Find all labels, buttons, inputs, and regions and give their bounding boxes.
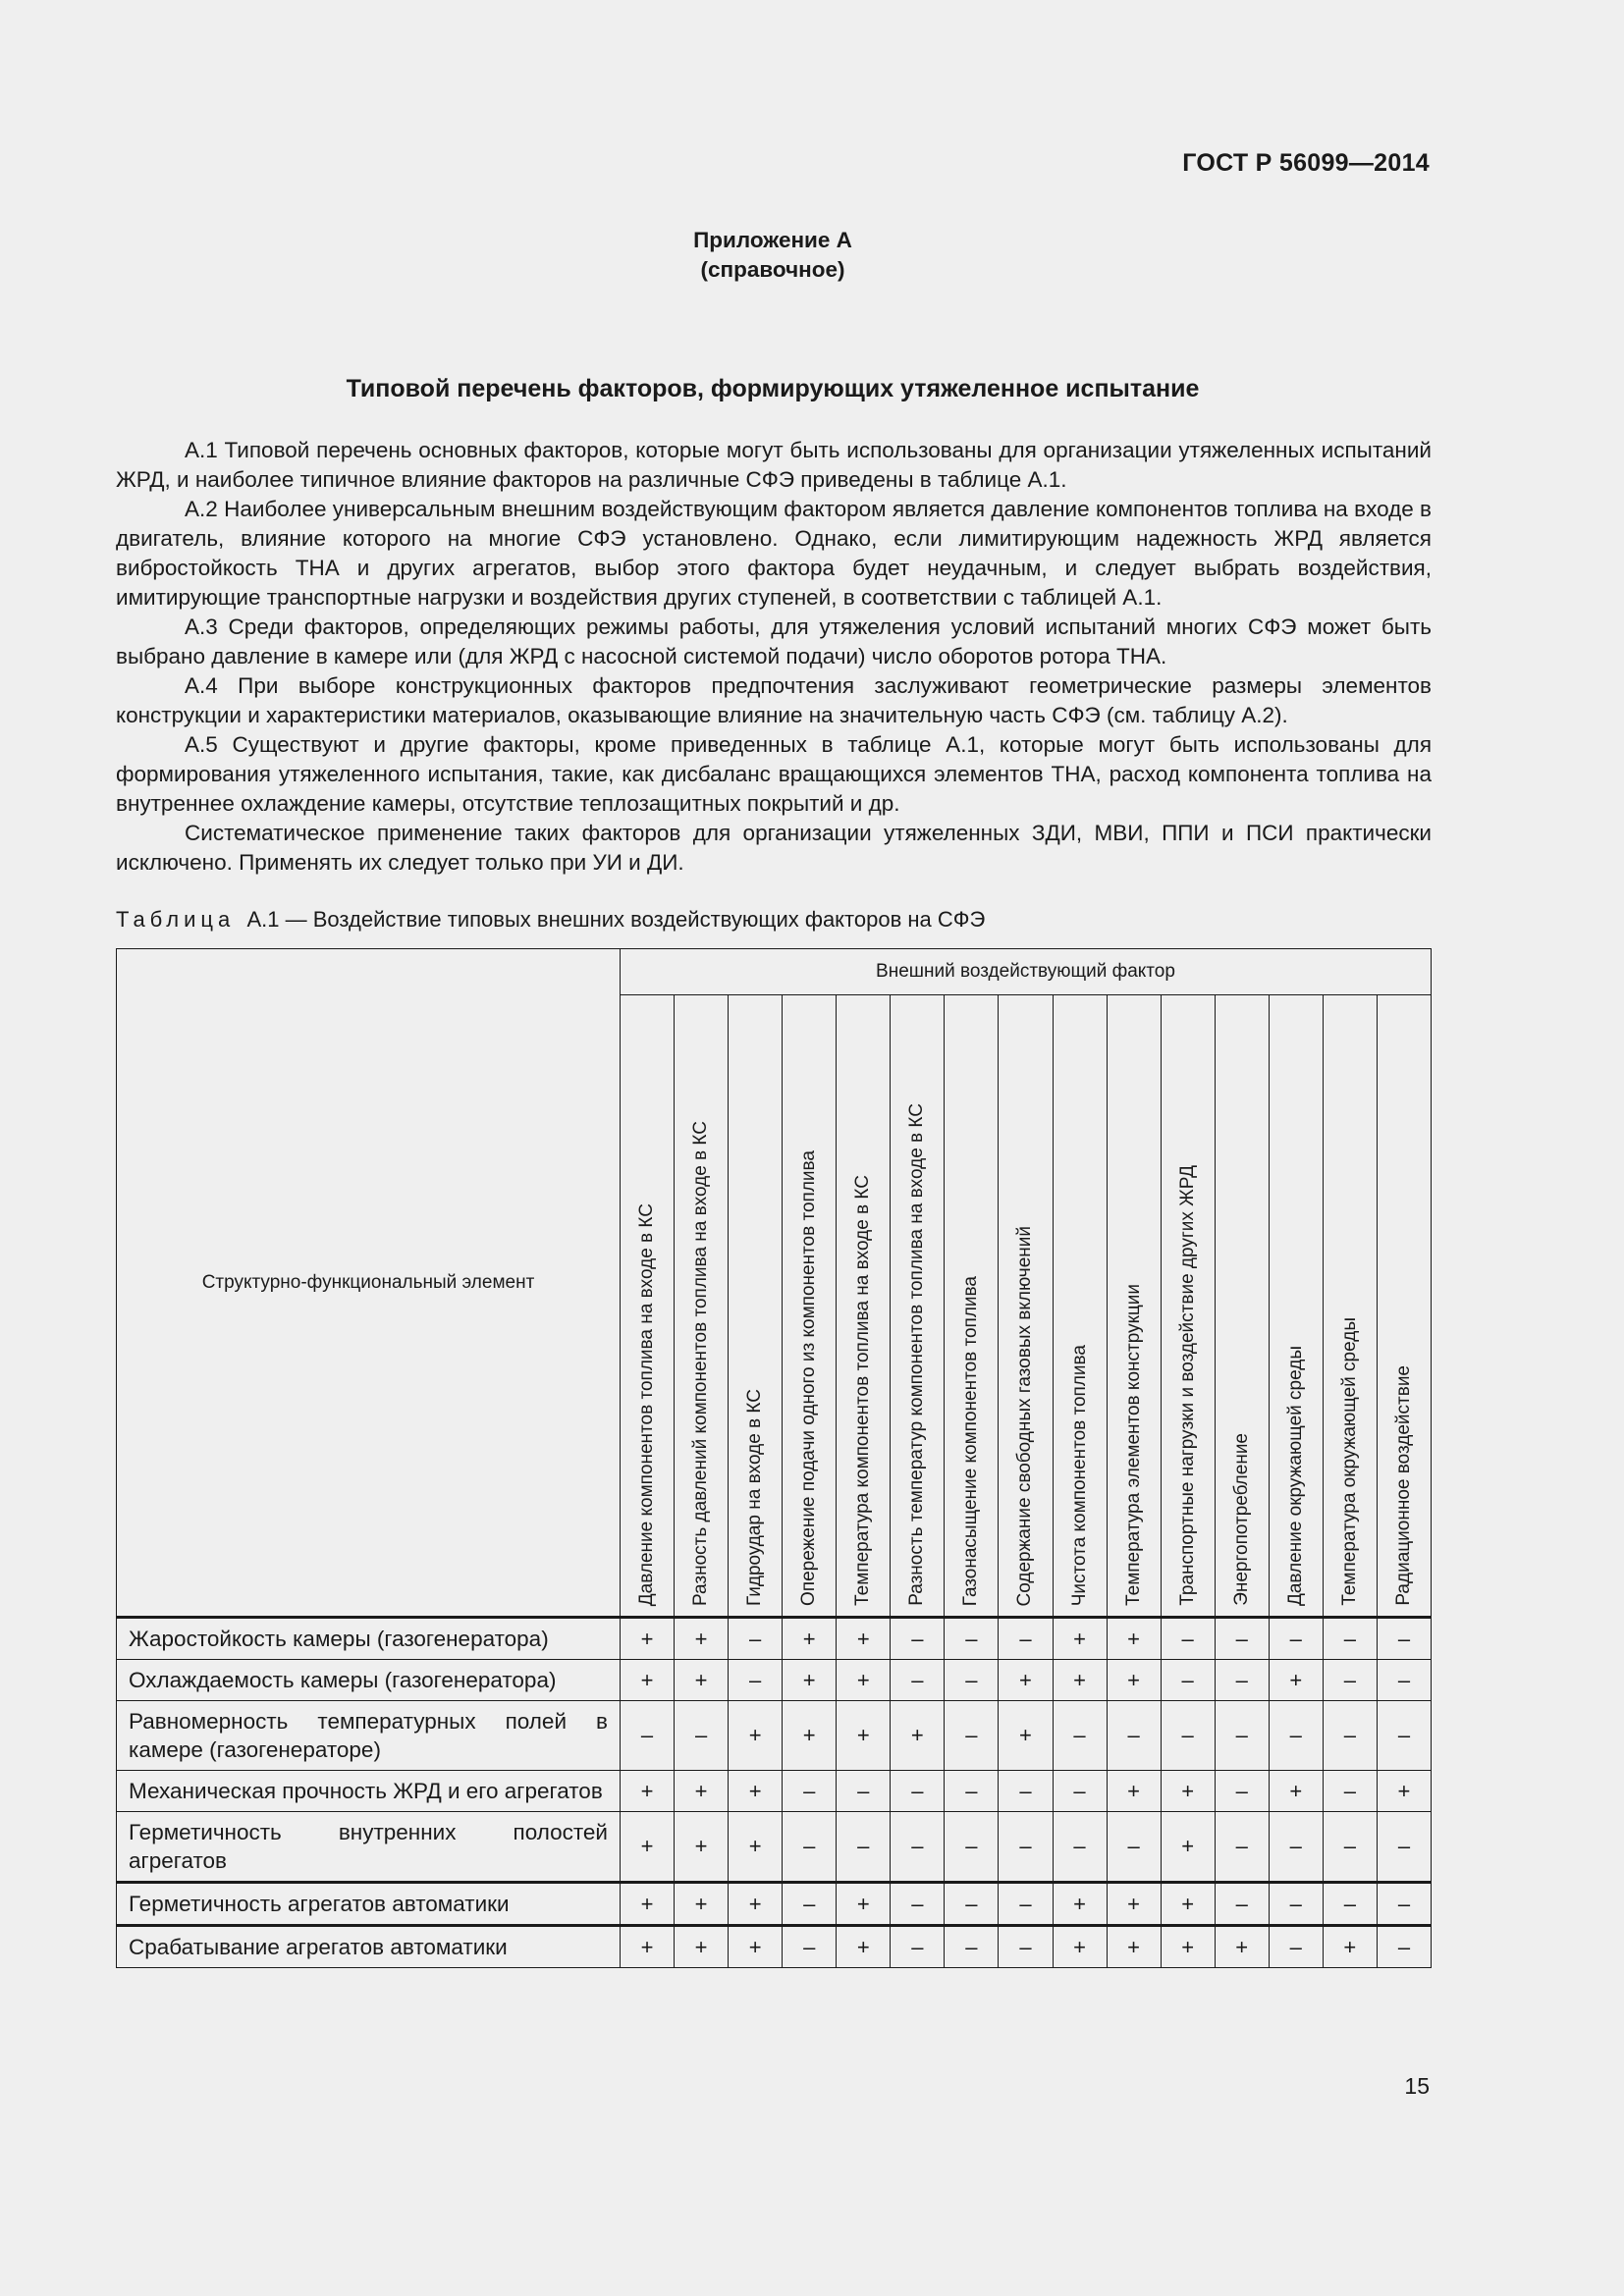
table-caption [116,907,985,933]
table-cell: – [837,1812,891,1883]
table-cell: – [1377,1701,1431,1771]
column-header [1107,995,1161,1618]
table-cell: – [945,1812,999,1883]
table-cell: + [621,1926,675,1968]
table-cell: – [891,1771,945,1812]
table-cell: + [1053,1883,1107,1926]
table-cell: + [1215,1926,1269,1968]
column-header-label: Газонасыщение компонентов топлива [960,1275,982,1606]
column-header [837,995,891,1618]
column-header-label: Содержание свободных газовых включений [1014,1225,1036,1606]
table-cell: – [1215,1660,1269,1701]
page-number: 15 [1404,2073,1430,2099]
column-header [1323,995,1377,1618]
column-header [675,995,729,1618]
section-title: Типовой перечень факторов, формирующих утяжеленное испытание [346,375,1200,402]
group-header: Внешний воздействующий фактор [621,949,1432,995]
table-cell: – [1215,1883,1269,1926]
table-cell: – [837,1771,891,1812]
table-cell: – [1269,1618,1323,1660]
table-cell: – [1215,1812,1269,1883]
table-cell: + [999,1660,1053,1701]
table-row [117,1618,1432,1660]
column-header-label: Разность давлений компонентов топлива на входе в КС [690,1120,712,1606]
table-cell: – [1377,1812,1431,1883]
table-row [117,1771,1432,1812]
column-header [1161,995,1215,1618]
table-cell: – [945,1883,999,1926]
table-cell: + [1053,1660,1107,1701]
table-cell: – [1215,1701,1269,1771]
table-row [117,1926,1432,1968]
row-label: Срабатывание агрегатов автоматики [117,1926,621,1968]
column-header-label: Транспортные нагрузки и воздействие других ЖРД [1176,1165,1198,1606]
table-cell: – [1323,1883,1377,1926]
column-header [783,995,837,1618]
column-header [891,995,945,1618]
table-cell: – [1323,1660,1377,1701]
table-cell: + [1161,1883,1215,1926]
table-cell: – [1269,1701,1323,1771]
table-cell: + [1269,1660,1323,1701]
table-cell: + [783,1701,837,1771]
table-cell: – [1323,1771,1377,1812]
row-label: Равномерность температурных полей в камере (газогенераторе) [117,1701,621,1771]
table-cell: + [837,1618,891,1660]
table-cell: + [1323,1926,1377,1968]
table-cell: + [621,1660,675,1701]
column-header-label: Давление окружающей среды [1284,1345,1306,1606]
table-cell: – [1377,1660,1431,1701]
table-cell: – [945,1771,999,1812]
table-cell: – [783,1771,837,1812]
table-cell: + [1161,1812,1215,1883]
table-cell: + [1161,1771,1215,1812]
table-cell: + [837,1926,891,1968]
table-cell: + [1107,1771,1161,1812]
table-cell: + [1107,1926,1161,1968]
table-cell: – [891,1812,945,1883]
table-cell: – [891,1883,945,1926]
table-cell: – [1323,1812,1377,1883]
paragraph: Систематическое применение таких факторов для организации утяжеленных ЗДИ, МВИ, ППИ и ПСИ практически исключено. Применять их следует только при УИ и ДИ. [116,821,1432,875]
paragraph: А.3 Среди факторов, определяющих режимы работы, для утяжеления условий испытаний многих СФЭ может быть выбрано давление в камере или (для ЖРД с насосной системой подачи) число оборотов ротора ТНА. [116,614,1432,668]
column-header [1215,995,1269,1618]
table-cell: – [621,1701,675,1771]
table-cell: – [783,1926,837,1968]
table-cell: – [945,1618,999,1660]
body-text [116,436,1432,878]
document-code: ГОСТ Р 56099—2014 [1182,149,1430,177]
column-header-label: Разность температур компонентов топлива на входе в КС [906,1103,928,1606]
table-cell: + [1053,1618,1107,1660]
table-cell: – [1053,1701,1107,1771]
table-cell: + [729,1771,783,1812]
table-cell: – [1269,1812,1323,1883]
table-cell: + [999,1701,1053,1771]
table-cell: + [783,1618,837,1660]
table-cell: – [1323,1701,1377,1771]
row-label: Жаростойкость камеры (газогенератора) [117,1618,621,1660]
table-cell: – [891,1926,945,1968]
column-header [1053,995,1107,1618]
table-cell: + [1269,1771,1323,1812]
column-header [729,995,783,1618]
appendix-heading [0,226,1545,285]
table-cell: + [675,1883,729,1926]
table-cell: + [675,1926,729,1968]
table-cell: – [1107,1812,1161,1883]
table-cell: – [1269,1883,1323,1926]
column-header-label: Чистота компонентов топлива [1068,1344,1090,1606]
table-cell: + [1107,1660,1161,1701]
table-cell: + [675,1660,729,1701]
table-cell: + [729,1812,783,1883]
column-header [1269,995,1323,1618]
table-cell: – [729,1618,783,1660]
table-cell: – [1269,1926,1323,1968]
table-cell: + [729,1883,783,1926]
row-label: Механическая прочность ЖРД и его агрегатов [117,1771,621,1812]
table-cell: – [999,1771,1053,1812]
table-cell: – [891,1618,945,1660]
appendix-title: Приложение А [693,228,852,252]
table-cell: – [1377,1618,1431,1660]
table-cell: – [999,1926,1053,1968]
table-cell: – [999,1883,1053,1926]
table-row [117,1812,1432,1883]
table-cell: + [621,1771,675,1812]
column-header-label: Температура элементов конструкции [1122,1284,1144,1606]
table-row [117,1883,1432,1926]
paragraph: А.5 Существуют и другие факторы, кроме приведенных в таблице А.1, которые могут быть использованы для формирования утяжеленного испытания, такие, как дисбаланс вращающихся элементов ТНА, расход компонента топлива на внутреннее охлаждение камеры, отсутствие теплозащитных покрытий и др. [116,732,1432,816]
table-row [117,1701,1432,1771]
table-cell: + [837,1883,891,1926]
table-cell: + [783,1660,837,1701]
table-cell: + [1107,1618,1161,1660]
table-cell: – [1161,1701,1215,1771]
column-header-label: Гидроудар на входе в КС [744,1389,766,1606]
table-cell: – [729,1660,783,1701]
table-cell: – [1215,1771,1269,1812]
column-header-label: Температура компонентов топлива на входе в КС [852,1175,874,1606]
table-cell: – [945,1926,999,1968]
table-cell: + [1377,1771,1431,1812]
table-cell: – [1053,1812,1107,1883]
table-cell: – [999,1812,1053,1883]
paragraph: А.1 Типовой перечень основных факторов, которые могут быть использованы для организации утяжеленных испытаний ЖРД, и наиболее типичное влияние факторов на различные СФЭ приведены в таблице А.1. [116,438,1432,492]
table-cell: + [1107,1883,1161,1926]
column-header-label: Энергопотребление [1230,1433,1252,1606]
table-cell: – [1161,1660,1215,1701]
table-header-row [117,949,1432,995]
table-cell: + [621,1812,675,1883]
table-cell: – [945,1701,999,1771]
table-cell: – [1377,1926,1431,1968]
table-cell: – [1215,1618,1269,1660]
column-header [999,995,1053,1618]
table-cell: – [1053,1771,1107,1812]
table-cell: + [621,1883,675,1926]
column-header-label: Опережение подачи одного из компонентов топлива [798,1150,820,1606]
table-cell: – [1377,1883,1431,1926]
table-cell: + [621,1618,675,1660]
table-cell: + [729,1701,783,1771]
table-cell: + [1053,1926,1107,1968]
table-cell: + [729,1926,783,1968]
table-cell: – [1107,1701,1161,1771]
column-header [945,995,999,1618]
factors-table [116,948,1432,1968]
table-row [117,1660,1432,1701]
stub-header: Структурно-функциональный элемент [117,949,621,1618]
column-header-label: Температура окружающей среды [1338,1317,1360,1606]
column-header [1377,995,1431,1618]
table-cell: + [1161,1926,1215,1968]
table-cell: + [675,1618,729,1660]
table-cell: + [837,1701,891,1771]
column-header-label: Давление компонентов топлива на входе в КС [636,1202,658,1606]
table-cell: – [891,1660,945,1701]
table-cell: – [1161,1618,1215,1660]
table-cell: + [891,1701,945,1771]
row-label: Герметичность агрегатов автоматики [117,1883,621,1926]
table-caption-text: А.1 — Воздействие типовых внешних воздействующих факторов на СФЭ [246,907,986,932]
table-cell: – [999,1618,1053,1660]
paragraph: А.2 Наиболее универсальным внешним воздействующим фактором является давление компонентов топлива на входе в двигатель, влияние которого на многие СФЭ установлено. Однако, если лимитирующим надежность ЖРД является вибростойкость ТНА и других агрегатов, выбор этого фактора будет неудачным, и следует выбрать воздействия, имитирующие транспортные нагрузки и воздействия других ступеней, в соответствии с таблицей А.1. [116,497,1432,610]
column-header-label: Радиационное воздействие [1392,1365,1414,1606]
appendix-subtitle: (справочное) [700,257,845,282]
table-cell: + [675,1771,729,1812]
row-label: Герметичность внутренних полостей агрегатов [117,1812,621,1883]
table-cell: – [783,1812,837,1883]
table-cell: – [675,1701,729,1771]
row-label: Охлаждаемость камеры (газогенератора) [117,1660,621,1701]
table-caption-label: Таблица [116,907,236,932]
column-header [621,995,675,1618]
table-cell: + [837,1660,891,1701]
paragraph: А.4 При выборе конструкционных факторов предпочтения заслуживают геометрические размеры элементов конструкции и характеристики материалов, оказывающие влияние на значительную часть СФЭ (см. таблицу А.2). [116,673,1432,727]
table-cell: – [945,1660,999,1701]
table-cell: + [675,1812,729,1883]
table-cell: – [783,1883,837,1926]
table-cell: – [1323,1618,1377,1660]
